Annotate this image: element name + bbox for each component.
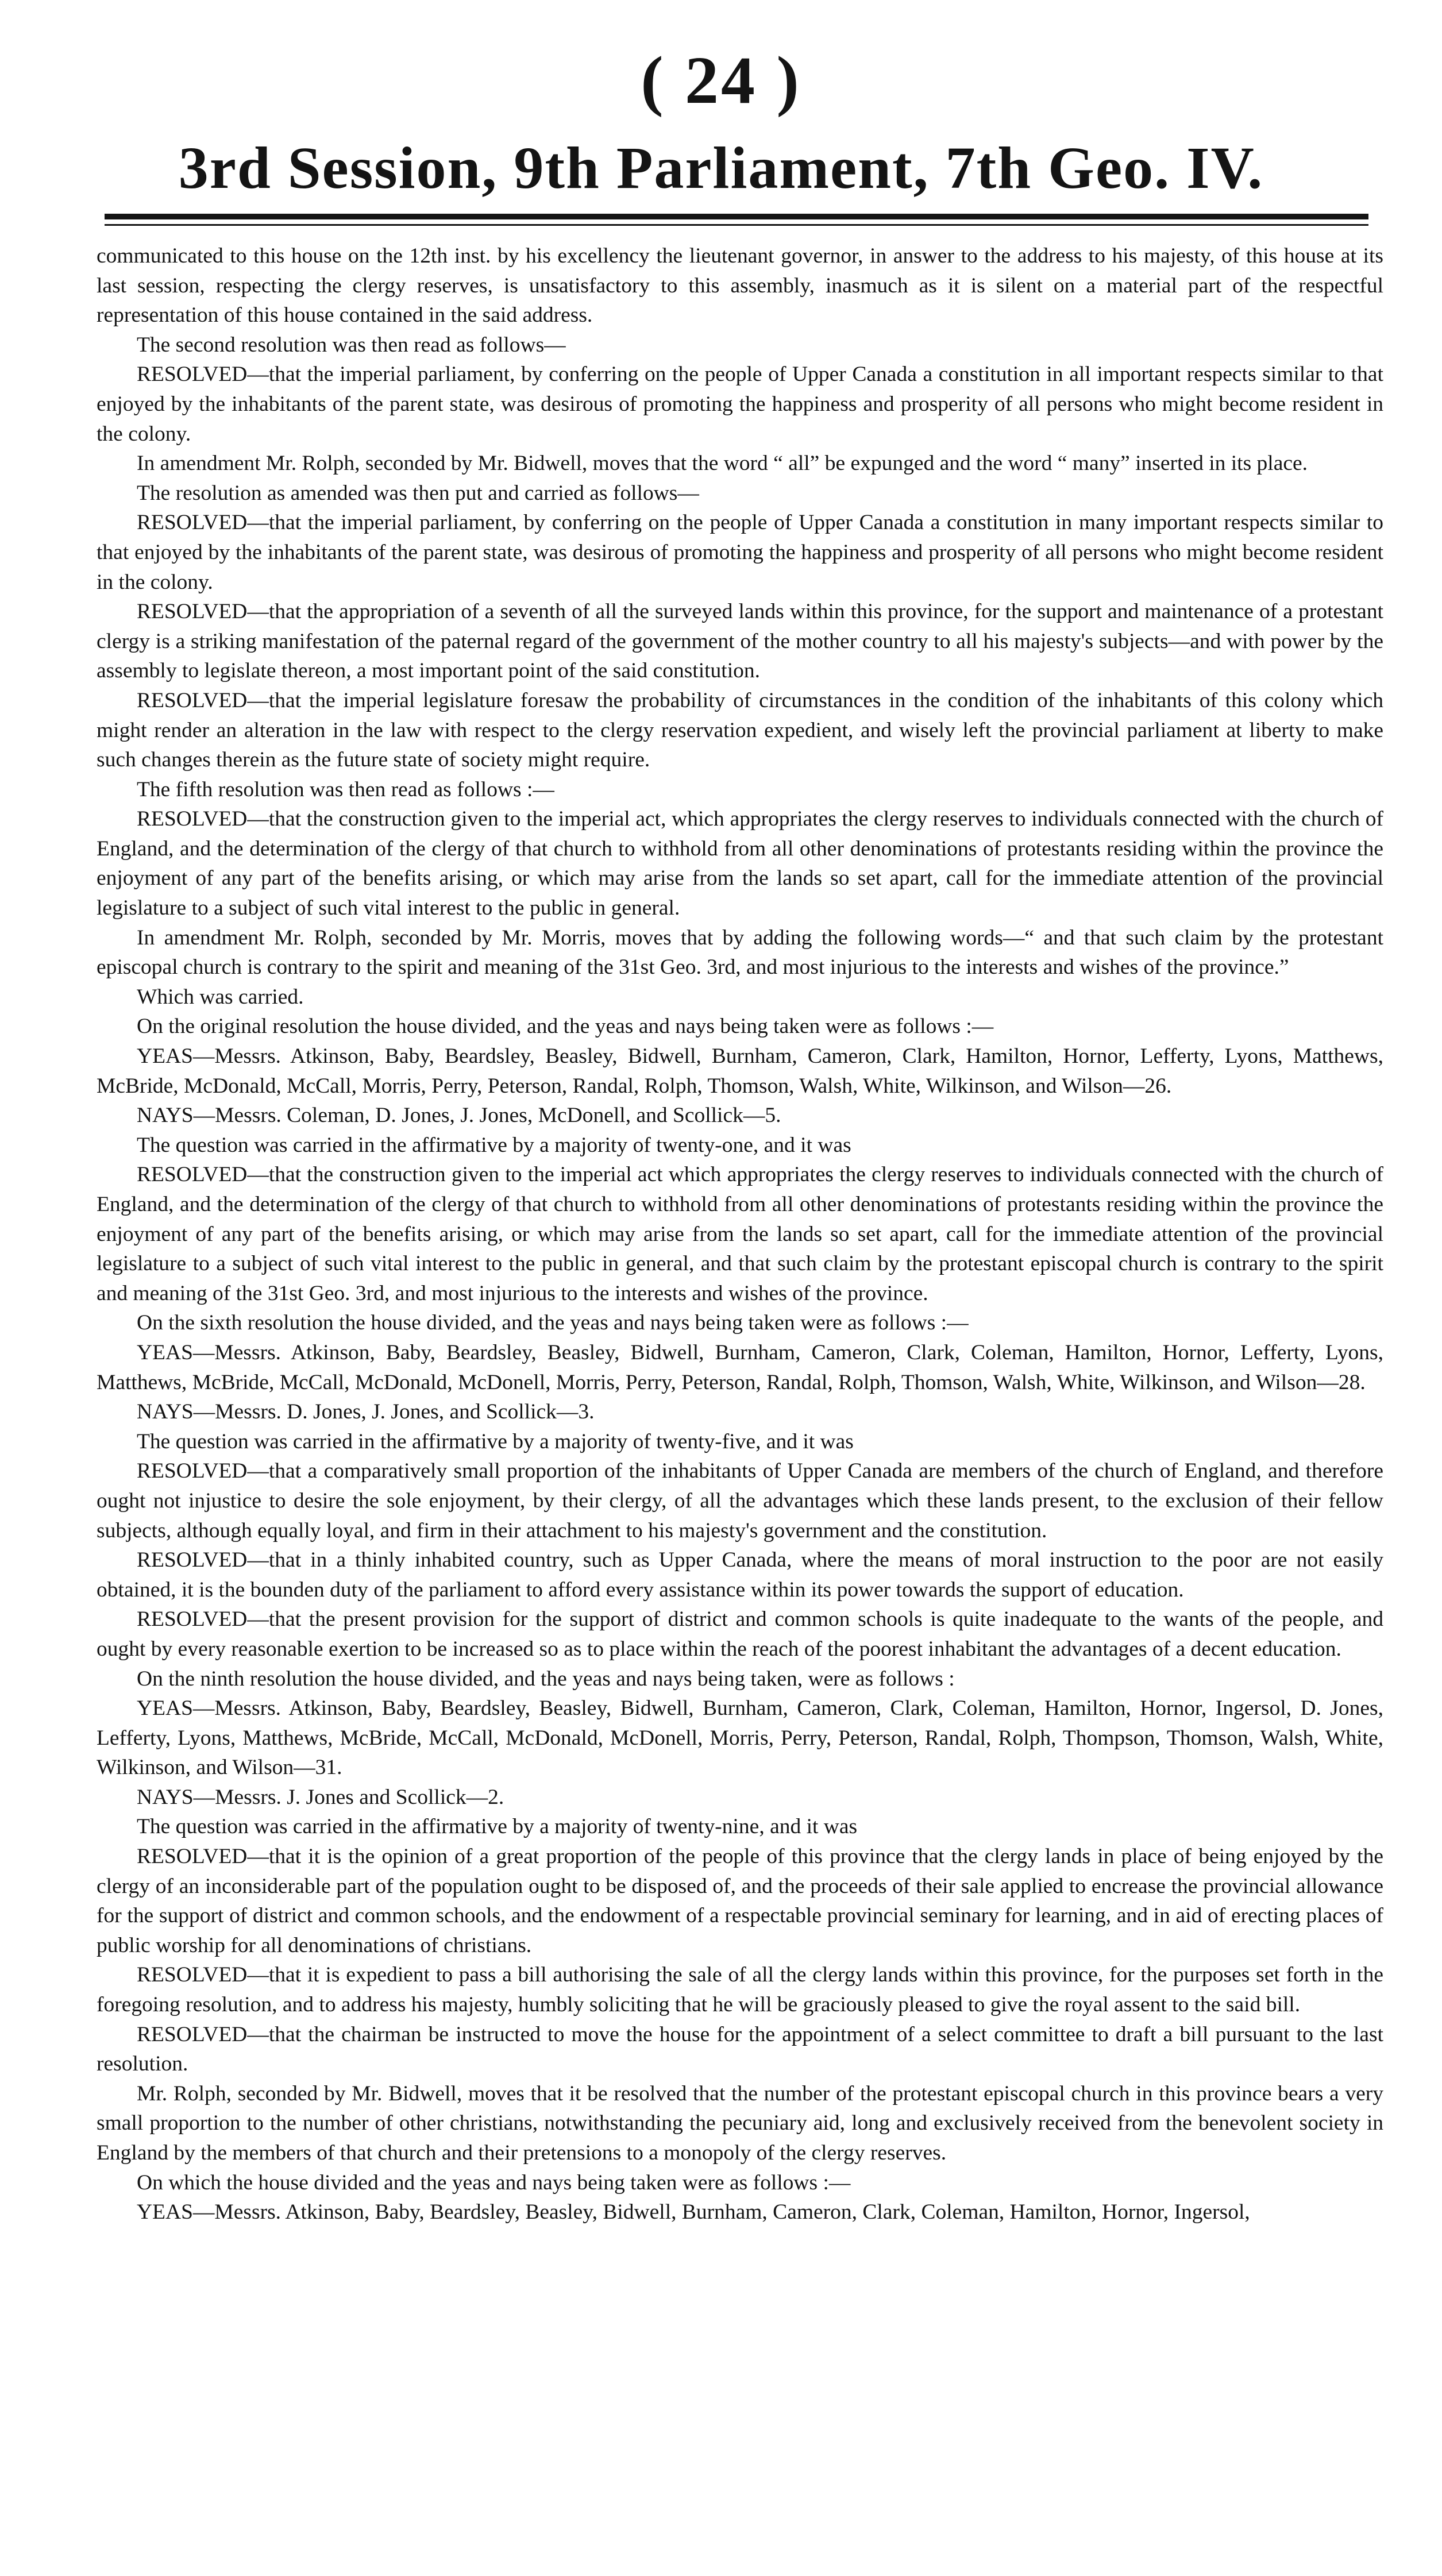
paragraph: YEAS—Messrs. Atkinson, Baby, Beardsley, Beasley, Bidwell, Burnham, Cameron, Clark, Coleman, Hamilton, Hornor, Ingersol, [137,2200,1250,2224]
paragraph: The question was carried in the affirmative by a majority of twenty-nine, and it was [137,1815,858,1839]
paragraph: NAYS—Messrs. J. Jones and Scollick—2. [137,1785,504,1809]
paragraph: Which was carried. [137,985,304,1009]
paragraph: The resolution as amended was then put and carried as follows— [137,481,699,505]
paragraph: The fifth resolution was then read as follows :— [137,777,554,801]
paragraph: RESOLVED—that the imperial legislature foresaw the probability of circumstances in the condition of the inhabitants of this colony which might render an alteration in the law with respect to the clergy reservation expedient, and wisely left the provincial parliament at liberty to make such changes therein as the future state of society might require. [97,688,1383,772]
paragraph: Mr. Rolph, seconded by Mr. Bidwell, moves that it be resolved that the number of the protestant episcopal church in this province bears a very small proportion to the number of other christians, notwithstanding the pecuniary aid, long and exclusively received from the benevolent society in England by the members of that church and their pretensions to a monopoly of the clergy reserves. [97,2081,1383,2165]
paragraph: RESOLVED—that a comparatively small proportion of the inhabitants of Upper Canada are members of the church of England, and therefore ought not injustice to desire the sole enjoyment, by their clergy, of all the advantages which these lands present, to the exclusion of their fellow subjects, although equally loyal, and firm in their attachment to his majesty's government and the constitution. [97,1459,1383,1542]
paragraph: On the ninth resolution the house divided, and the yeas and nays being taken, were as follows : [137,1667,955,1691]
header-rule-thin [105,224,1368,226]
paragraph: YEAS—Messrs. Atkinson, Baby, Beardsley, Beasley, Bidwell, Burnham, Cameron, Clark, Coleman, Hamilton, Hornor, Ingersol, D. Jones, Lefferty, Lyons, Matthews, McBride, McCall, McDonald, McDonell, Morris, Perry, Peterson, Randal, Rolph, Thompson, Thomson, Walsh, White, Wilkinson, and Wilson—31. [97,1696,1383,1780]
paragraph: RESOLVED—that the imperial parliament, by conferring on the people of Upper Canada a constitution in all important respects similar to that enjoyed by the inhabitants of the parent state, was desirous of promoting the happiness and prosperity of all persons who might become resident in the colony. [97,363,1383,446]
paragraph: In amendment Mr. Rolph, seconded by Mr. Morris, moves that by adding the following words—“ and that such claim by the protestant episcopal church is contrary to the spirit and meaning of the 31st Geo. 3rd, and most injurious to the interests and wishes of the province.” [97,925,1383,980]
body-text [97,241,1383,2227]
paragraph: RESOLVED—that it is the opinion of a great proportion of the people of this province that the clergy lands in place of being enjoyed by the clergy of an inconsiderable part of the population ought to be disposed of, and the proceeds of their sale applied to encrease the provincial allowance for the support of district and common schools, and the endowment of a respectable provincial seminary for learning, and in aid of erecting places of public worship for all denominations of christians. [97,1845,1383,1957]
header-rule-thick [105,214,1368,219]
paragraph: RESOLVED—that the chairman be instructed to move the house for the appointment of a select committee to draft a bill pursuant to the last resolution. [97,2022,1383,2076]
page-title: 3rd Session, 9th Parliament, 7th Geo. IV. [178,135,1264,201]
paragraph: NAYS—Messrs. Coleman, D. Jones, J. Jones, McDonell, and Scollick—5. [137,1104,781,1128]
page-number: ( 24 ) [641,43,801,118]
paragraph: communicated to this house on the 12th inst. by his excellency the lieutenant governor, in answer to the address to his majesty, of this house at its last session, respecting the clergy reserves, is unsatisfactory to this assembly, inasmuch as it is silent on a material part of the respectful representation of this house contained in the said address. [97,244,1383,327]
paragraph: The second resolution was then read as follows— [137,333,566,357]
paragraph: RESOLVED—that the imperial parliament, by conferring on the people of Upper Canada a constitution in many important respects similar to that enjoyed by the inhabitants of the parent state, was desirous of promoting the happiness and prosperity of all persons who might become resident in the colony. [97,511,1383,594]
paragraph: On the sixth resolution the house divided, and the yeas and nays being taken were as follows :— [137,1311,969,1335]
paragraph: RESOLVED—that the present provision for the support of district and common schools is quite inadequate to the wants of the people, and ought by every reasonable exertion to be increased so as to place within the reach of the poorest inhabitant the advantages of a decent education. [97,1607,1383,1661]
paragraph: On the original resolution the house divided, and the yeas and nays being taken were as follows :— [137,1015,994,1039]
paragraph: The question was carried in the affirmative by a majority of twenty-one, and it was [137,1133,851,1157]
paragraph: In amendment Mr. Rolph, seconded by Mr. Bidwell, moves that the word “ all” be expunged and the word “ many” inserted in its place. [137,452,1308,476]
paragraph: RESOLVED—that it is expedient to pass a bill authorising the sale of all the clergy lands within this province, for the purposes set forth in the foregoing resolution, and to address his majesty, humbly soliciting that he will be graciously pleased to give the royal assent to the said bill. [97,1963,1383,2017]
paragraph: On which the house divided and the yeas and nays being taken were as follows :— [137,2170,851,2195]
paragraph: RESOLVED—that the appropriation of a seventh of all the surveyed lands within this province, for the support and maintenance of a protestant clergy is a striking manifestation of the paternal regard of the government of the mother country to all his majesty's subjects—and with power by the assembly to legislate thereon, a most important point of the said constitution. [97,600,1383,683]
paragraph: YEAS—Messrs. Atkinson, Baby, Beardsley, Beasley, Bidwell, Burnham, Cameron, Clark, Coleman, Hamilton, Hornor, Lefferty, Lyons, Matthews, McBride, McCall, McDonald, McDonell, Morris, Perry, Peterson, Randal, Rolph, Thomson, Walsh, White, Wilkinson, and Wilson—28. [97,1340,1383,1394]
paragraph: The question was carried in the affirmative by a majority of twenty-five, and it was [137,1429,854,1453]
paragraph: NAYS—Messrs. D. Jones, J. Jones, and Scollick—3. [137,1400,595,1424]
paragraph: RESOLVED—that the construction given to the imperial act, which appropriates the clergy reserves to individuals connected with the church of England, and the determination of the clergy of that church to withhold from all other denominations of protestants residing within the province the enjoyment of any part of the benefits arising, or which may arise from the lands so set apart, call for the immediate attention of the provincial legislature to a subject of such vital interest to the public in general. [97,807,1383,920]
paragraph: RESOLVED—that the construction given to the imperial act which appropriates the clergy reserves to individuals connected with the church of England, and the determination of the clergy of that church to withhold from all other denominations of protestants residing within the province the enjoyment of any part of the benefits arising, or which may arise from the lands so set apart, call for the immediate attention of the provincial legislature to a subject of such vital interest to the public in general, and that such claim by the protestant episcopal church is contrary to the spirit and meaning of the 31st Geo. 3rd, and most injurious to the interests and wishes of the province. [97,1163,1383,1305]
paragraph: YEAS—Messrs. Atkinson, Baby, Beardsley, Beasley, Bidwell, Burnham, Cameron, Clark, Hamilton, Hornor, Lefferty, Lyons, Matthews, McBride, McDonald, McCall, Morris, Perry, Peterson, Randal, Rolph, Thomson, Walsh, White, Wilkinson, and Wilson—26. [97,1044,1383,1098]
paragraph: RESOLVED—that in a thinly inhabited country, such as Upper Canada, where the means of moral instruction to the poor are not easily obtained, it is the bounden duty of the parliament to afford every assistance within its power towards the support of education. [97,1548,1383,1602]
